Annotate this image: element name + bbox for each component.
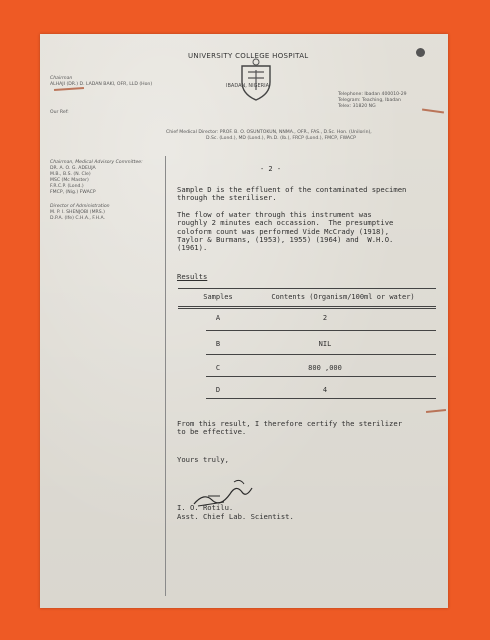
rust-mark — [426, 409, 446, 413]
table-row-a-content: 2 — [322, 314, 328, 322]
signatory-name: I. O. Rotilu. — [177, 503, 234, 512]
admin-name: M. P. I. SHENJOBI (MRS.) — [50, 210, 105, 215]
admin-heading: Director of Administration — [50, 204, 110, 209]
institution-address: IBADAN, NIGERIA — [226, 83, 270, 89]
margin-divider — [165, 156, 166, 596]
table-row-c-sample: C — [215, 364, 221, 372]
table-header-contents: Contents (Organism/100ml or water) — [271, 293, 415, 301]
cmd-line-2: D.Sc. (Lond.), MD (Lond.), Ph.D. (Ib.), FRCP (Lond.), FMCP, FWACP — [206, 136, 356, 141]
admin-qual-1: D.P.A. (Ife) C.H.A., F.H.A. — [50, 216, 105, 221]
paragraph-sample-d: Sample D is the effluent of the contaminated specimen through the steriliser. — [177, 185, 407, 203]
committee-name: DR. A. O. G. ADEUJA — [50, 166, 96, 171]
contact-block — [338, 92, 448, 110]
results-table — [178, 288, 436, 400]
table-row-d-content: 4 — [322, 386, 328, 394]
committee-qual-3: F.R.C.P. (Lond.) — [50, 184, 84, 189]
telegram: Telegram: Teaching, Ibadan — [338, 98, 401, 103]
table-row-a-sample: A — [215, 314, 221, 322]
committee-qual-2: MSC (Mc Master) — [50, 178, 89, 183]
paragraph-flow: The flow of water through this instrument was roughly 2 minutes each occassion. The presumptive coloform count was performed Vide McCrady (1918), Taylor & Burmans, (1953), 1955) (1964) and W.H.O. (1961). — [177, 210, 394, 253]
paragraph-certify: From this result, I therefore certify the sterilizer to be effective. — [177, 419, 403, 437]
committee-heading: Chairman, Medical Advisory Committee: — [50, 160, 143, 165]
results-heading: Results — [177, 272, 208, 281]
letter-page — [40, 34, 448, 608]
committee-qual-4: FMCP, (Nig.) FWACP — [50, 190, 96, 195]
table-row-b-content: NIL — [318, 340, 332, 348]
chief-medical-director — [166, 130, 436, 142]
our-ref: Our Ref: — [50, 110, 69, 115]
table-row-d-sample: D — [215, 386, 221, 394]
sidebar-officers — [50, 158, 170, 222]
page-number: - 2 - — [260, 165, 282, 173]
signatory-title: Asst. Chief Lab. Scientist. — [177, 512, 294, 521]
table-row-b-sample: B — [215, 340, 221, 348]
hospital-crest-icon — [236, 56, 276, 102]
telex: Telex: 31820 NG — [338, 104, 376, 109]
table-row-c-content: 800 ,000 — [308, 364, 342, 372]
institution-name: UNIVERSITY COLLEGE HOSPITAL — [188, 52, 309, 60]
closing: Yours truly, — [177, 455, 229, 464]
table-header-samples: Samples — [203, 293, 233, 301]
chairman-block — [50, 76, 230, 88]
committee-qual-1: M.B., B.S. (N. Cle) — [50, 172, 91, 177]
cmd-line-1: Chief Medical Director: PROF. B. O. OSUNTOKUN, NNMA., OFR., FAS., D.Sc. Hon. (Unilorin), — [166, 130, 372, 135]
punch-hole — [416, 48, 425, 57]
telephone: Telephone: Ibadan 400010-29 — [338, 92, 407, 97]
chairman-label: Chairman — [50, 76, 73, 81]
chairman-name: ALHAJI (DR.) D. LADAN BAKI, OFR, LLD (Hon) — [50, 82, 153, 87]
